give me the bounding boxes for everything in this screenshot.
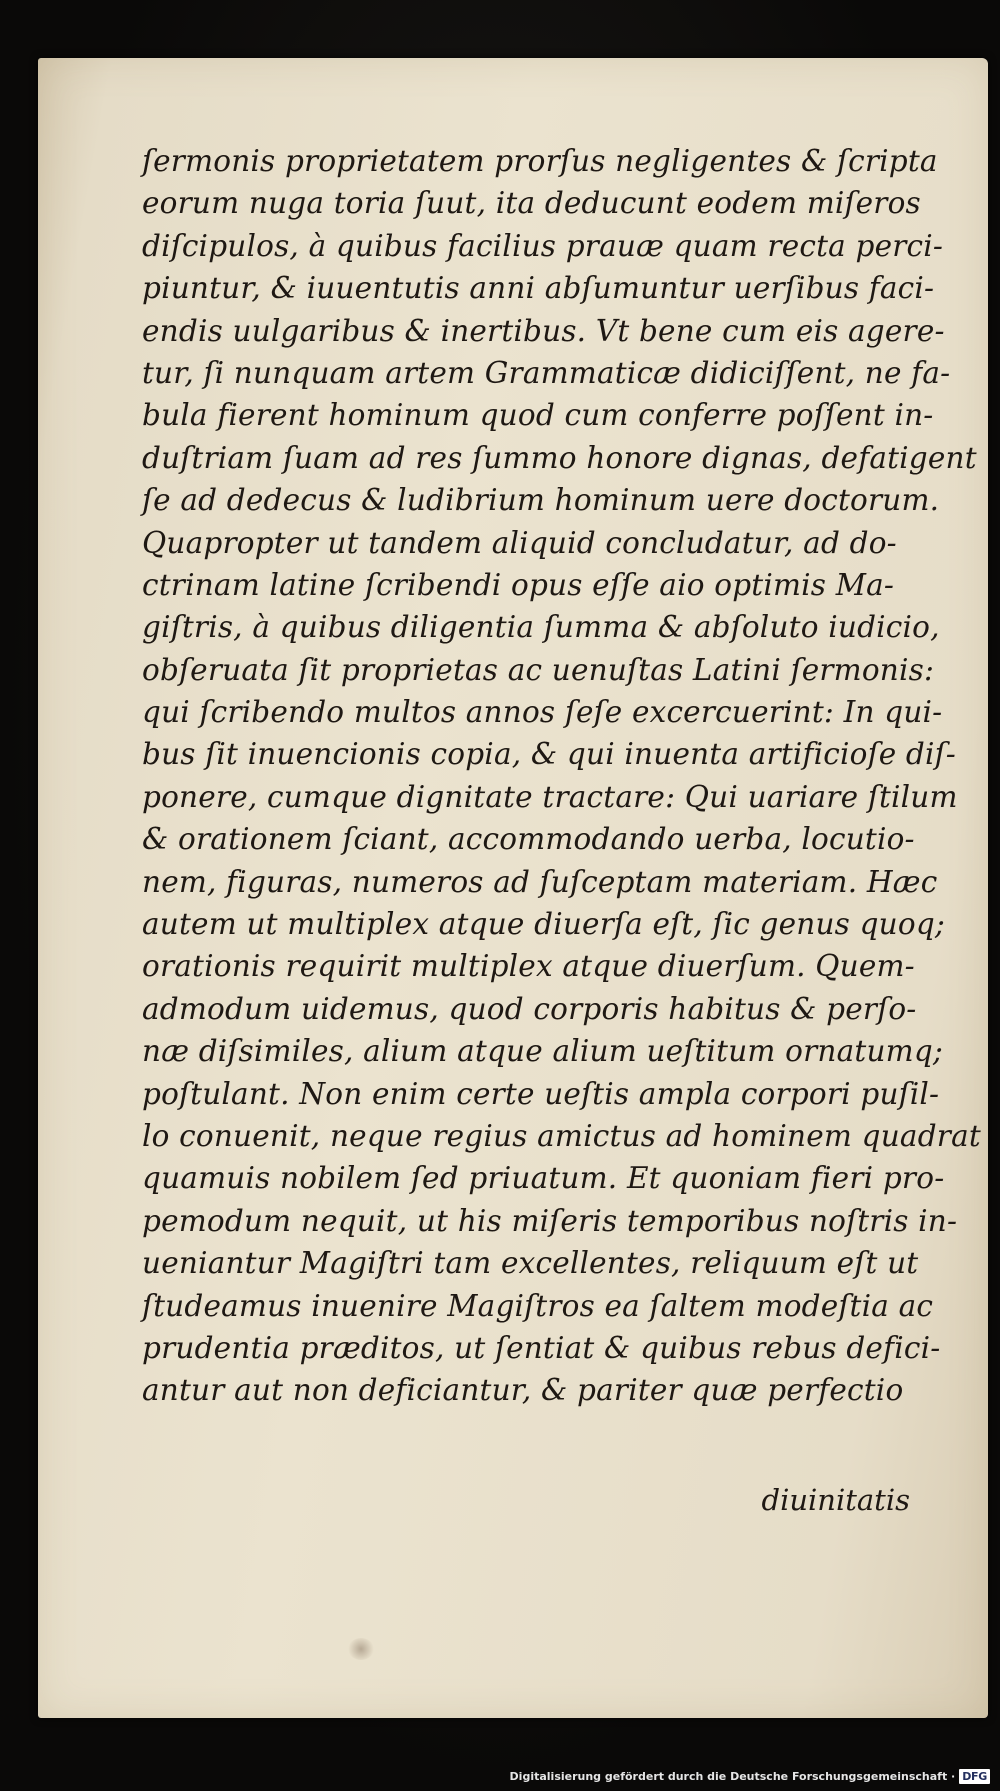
text-line-22: næ diſsimiles, alium atque alium ueſtitum ornatumq;	[142, 1034, 944, 1069]
text-line-16: ponere, cumque dignitate tractare: Qui uariare ſtilum	[142, 779, 958, 814]
dfg-logo: DFG	[959, 1769, 990, 1784]
text-line-21: admodum uidemus, quod corporis habitus & perſo-	[142, 991, 917, 1026]
text-line-18: nem, figuras, numeros ad ſuſceptam materiam. Hæc	[142, 864, 938, 899]
text-line-25: quamuis nobilem ſed priuatum. Et quoniam fieri pro-	[142, 1161, 945, 1196]
text-line-1: ſermonis proprietatem prorſus negligentes & ſcripta	[142, 144, 938, 178]
text-line-29: prudentia præditos, ut ſentiat & quibus rebus defici-	[142, 1330, 941, 1365]
text-line-20: orationis requirit multiplex atque diuerſum. Quem-	[142, 949, 915, 984]
footer-credit-text: Digitalisierung gefördert durch die Deutsche Forschungsgemeinschaft ·	[509, 1769, 956, 1783]
text-line-6: tur, ſi nunquam artem Grammaticæ didiciſſent, ne fa-	[142, 355, 951, 390]
text-line-11: ctrinam latine ſcribendi opus eſſe aio optimis Ma-	[142, 567, 895, 602]
text-line-30: antur aut non deficiantur, & pariter quæ perfectio	[142, 1373, 904, 1408]
text-line-10: Quapropter ut tandem aliquid concludatur, ad do-	[142, 525, 897, 560]
body-text	[142, 140, 981, 1412]
text-line-19: autem ut multiplex atque diuerſa eſt, ſic genus quoq;	[142, 907, 946, 942]
text-line-28: ſtudeamus inuenire Magiſtros ea ſaltem modeſtia ac	[142, 1288, 934, 1323]
catchword: diuinitatis	[761, 1483, 910, 1517]
text-line-13: obſeruata ſit proprietas ac uenuſtas Latini ſermonis:	[142, 652, 935, 687]
text-line-12: giſtris, à quibus diligentia ſumma & abſoluto iudicio,	[142, 610, 940, 645]
text-line-3: diſcipulos, à quibus facilius prauæ quam recta perci-	[142, 228, 944, 263]
text-line-27: ueniantur Magiſtri tam excellentes, reliquum eſt ut	[142, 1246, 919, 1281]
digitization-footer	[510, 1767, 990, 1785]
text-line-7: bula fierent hominum quod cum conferre poſſent in-	[142, 398, 934, 433]
text-line-17: & orationem ſciant, accommodando uerba, locutio-	[142, 822, 915, 857]
text-line-15: bus ſit inuencionis copia, & qui inuenta artificioſe diſ-	[142, 737, 956, 772]
text-line-4: piuntur, & iuuentutis anni abſumuntur uerſibus faci-	[142, 271, 935, 306]
text-line-8: duſtriam ſuam ad res ſummo honore dignas, defatigent	[142, 440, 977, 475]
text-line-26: pemodum nequit, ut his miſeris temporibus noſtris in-	[142, 1203, 958, 1238]
paper-stain	[348, 1638, 374, 1660]
text-line-23: poſtulant. Non enim certe ueſtis ampla corpori puſil-	[142, 1076, 940, 1111]
text-line-2: eorum nuga toria ſuut, ita deducunt eodem miſeros	[142, 186, 921, 221]
text-line-9: ſe ad dedecus & ludibrium hominum uere doctorum.	[142, 483, 940, 518]
text-line-24: lo conuenit, neque regius amictus ad hominem quadrat	[142, 1118, 981, 1153]
text-line-5: endis uulgaribus & inertibus. Vt bene cum eis agere-	[142, 313, 945, 348]
text-line-14: qui ſcribendo multos annos ſeſe excercuerint: In qui-	[142, 695, 943, 730]
